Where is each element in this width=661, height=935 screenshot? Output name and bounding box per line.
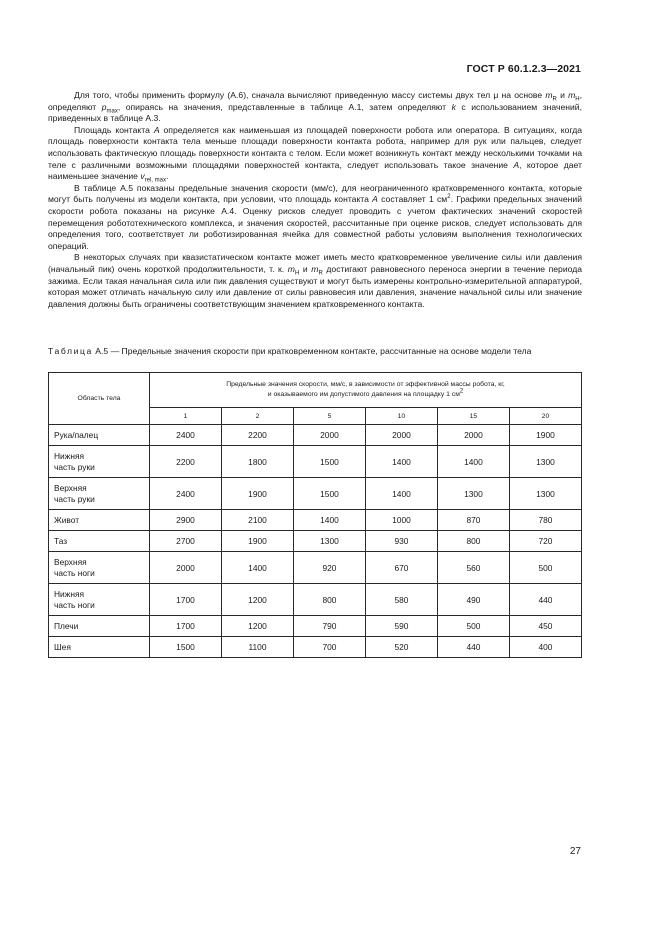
table-row bbox=[49, 616, 582, 637]
speed-value-cell: 1400 bbox=[437, 446, 509, 478]
body-text bbox=[48, 90, 582, 310]
speed-group-header: Предельные значения скорости, мм/с, в зависимости от эффективной массы робота, кг, и оказываемого им допустимого давления на площадку 1 $см^2$ bbox=[150, 373, 582, 408]
speed-value-cell: 2000 bbox=[150, 552, 222, 584]
speed-value-cell: 2200 bbox=[221, 425, 293, 446]
document-header: ГОСТ Р 60.1.2.3—2021 bbox=[466, 63, 581, 75]
speed-value-cell: 1800 bbox=[221, 446, 293, 478]
speed-value-cell: 1000 bbox=[365, 510, 437, 531]
speed-value-cell: 1200 bbox=[221, 616, 293, 637]
body-region-cell: Верхняя часть руки bbox=[49, 478, 150, 510]
body-region-cell: Рука/палец bbox=[49, 425, 150, 446]
speed-value-cell: 2000 bbox=[293, 425, 365, 446]
speed-value-cell: 1700 bbox=[150, 616, 222, 637]
speed-value-cell: 920 bbox=[293, 552, 365, 584]
speed-value-cell: 780 bbox=[509, 510, 581, 531]
speed-value-cell: 1300 bbox=[509, 446, 581, 478]
speed-value-cell: 2100 bbox=[221, 510, 293, 531]
speed-value-cell: 1900 bbox=[221, 531, 293, 552]
speed-value-cell: 2400 bbox=[150, 425, 222, 446]
table-row bbox=[49, 637, 582, 658]
table-caption-text: А.5 — Предельные значения скорости при кратковременном контакте, рассчитанные на основе модели тела bbox=[92, 346, 532, 356]
speed-value-cell: 1400 bbox=[221, 552, 293, 584]
speed-value-cell: 590 bbox=[365, 616, 437, 637]
mass-column-header: 10 bbox=[365, 408, 437, 425]
speed-value-cell: 930 bbox=[365, 531, 437, 552]
speed-value-cell: 500 bbox=[509, 552, 581, 584]
paragraph-4: В некоторых случаях при квазистатическом контакте может иметь место кратковременное увеличение силы или давления (начальный пик) очень короткой продолжительности, т. к. $m_H$ и $m_R$ достигают равновесного переноса энергии в течение периода зажима. Если такая начальная сила или пик давления существуют и могут быть измерены контрольно-измерительной аппаратурой, которая может отличать начальную силу или давление от силы равновесия или давления, значение начальной силы или значение давления должны быть ограничены соответствующим значением кратковременного контакта. bbox=[48, 252, 583, 309]
body-region-cell: Нижняя часть руки bbox=[49, 446, 150, 478]
speed-value-cell: 800 bbox=[293, 584, 365, 616]
speed-value-cell: 1400 bbox=[293, 510, 365, 531]
speed-value-cell: 2400 bbox=[150, 478, 222, 510]
speed-value-cell: 450 bbox=[509, 616, 581, 637]
speed-value-cell: 1500 bbox=[293, 446, 365, 478]
speed-value-cell: 440 bbox=[437, 637, 509, 658]
speed-value-cell: 490 bbox=[437, 584, 509, 616]
speed-value-cell: 700 bbox=[293, 637, 365, 658]
region-column-header: Область тела bbox=[49, 373, 150, 425]
mass-column-header: 20 bbox=[509, 408, 581, 425]
table-row bbox=[49, 552, 582, 584]
speed-value-cell: 2900 bbox=[150, 510, 222, 531]
speed-value-cell: 1900 bbox=[221, 478, 293, 510]
body-region-cell: Верхняя часть ноги bbox=[49, 552, 150, 584]
paragraph-3: В таблице А.5 показаны предельные значения скорости (мм/с), для неограниченного кратковременного контакта, которые могут быть получены из модели контакта, при условии, что площадь контакта A составляет 1 $см^2$. Графики предельных значений скорости робота показаны на рисунке А.4. Оценку рисков следует проводить с учетом фактических значений скоростей перемещения робототехнического комплекса, и значения скоростей, рассчитанные при оценке рисков, следует использовать для определения того, соответствует ли роботизированная ячейка для совместной работы условиям выполнения технологических операций. bbox=[48, 182, 582, 251]
speed-value-cell: 1700 bbox=[150, 584, 222, 616]
speed-value-cell: 1100 bbox=[221, 637, 293, 658]
speed-value-cell: 560 bbox=[437, 552, 509, 584]
table-row bbox=[49, 478, 582, 510]
speed-value-cell: 520 bbox=[365, 637, 437, 658]
body-region-cell: Шея bbox=[49, 637, 150, 658]
speed-value-cell: 720 bbox=[509, 531, 581, 552]
table-row bbox=[49, 446, 582, 478]
body-region-cell: Таз bbox=[49, 531, 150, 552]
speed-value-cell: 1300 bbox=[293, 531, 365, 552]
speed-value-cell: 670 bbox=[365, 552, 437, 584]
mass-column-header: 2 bbox=[221, 408, 293, 425]
speed-value-cell: 1200 bbox=[221, 584, 293, 616]
table-caption-label: Таблица bbox=[48, 346, 93, 356]
speed-value-cell: 870 bbox=[437, 510, 509, 531]
mass-column-header: 1 bbox=[150, 408, 222, 425]
speed-value-cell: 1900 bbox=[509, 425, 581, 446]
speed-value-cell: 790 bbox=[293, 616, 365, 637]
paragraph-2: Площадь контакта A определяется как наименьшая из площадей поверхности робота или оператора. В ситуациях, когда площадь поверхности контакта тела меньше площади поверхности контакта робота, например для рук или пальцев, следует использовать фактическую площадь поверхности контакта с телом. Если может возникнуть контакт между несколькими точками на теле с различными возможными площадями поверхностей контакта, следует использовать такое значение A, которое дает наименьшее значение $v_{rel, max}$. bbox=[48, 124, 582, 184]
paragraph-1: Для того, чтобы применить формулу (А.6), сначала вычисляют приведенную массу системы двух тел μ на основе $m_R$ и $m_H$, определяют $p_{max}$, опираясь на значения, представленные в таблице А.1, затем определяют k с использованием значений, приведенных в таблице А.3. bbox=[48, 90, 582, 124]
mass-column-header: 5 bbox=[293, 408, 365, 425]
speed-value-cell: 1500 bbox=[150, 637, 222, 658]
speed-value-cell: 1500 bbox=[293, 478, 365, 510]
speed-limits-table bbox=[48, 372, 582, 658]
speed-value-cell: 580 bbox=[365, 584, 437, 616]
table-row bbox=[49, 531, 582, 552]
speed-value-cell: 1300 bbox=[509, 478, 581, 510]
table-caption bbox=[48, 346, 582, 358]
speed-value-cell: 1300 bbox=[437, 478, 509, 510]
speed-value-cell: 440 bbox=[509, 584, 581, 616]
body-region-cell: Плечи bbox=[49, 616, 150, 637]
speed-value-cell: 2200 bbox=[150, 446, 222, 478]
speed-value-cell: 400 bbox=[509, 637, 581, 658]
mass-column-header: 15 bbox=[437, 408, 509, 425]
speed-value-cell: 2700 bbox=[150, 531, 222, 552]
page-number: 27 bbox=[569, 846, 581, 857]
body-region-cell: Нижняя часть ноги bbox=[49, 584, 150, 616]
speed-value-cell: 2000 bbox=[365, 425, 437, 446]
speed-value-cell: 500 bbox=[437, 616, 509, 637]
speed-value-cell: 1400 bbox=[365, 446, 437, 478]
body-region-cell: Живот bbox=[49, 510, 150, 531]
table-row bbox=[49, 425, 582, 446]
speed-value-cell: 1400 bbox=[365, 478, 437, 510]
speed-value-cell: 2000 bbox=[437, 425, 509, 446]
table-row bbox=[49, 584, 582, 616]
table-row bbox=[49, 510, 582, 531]
speed-value-cell: 800 bbox=[437, 531, 509, 552]
